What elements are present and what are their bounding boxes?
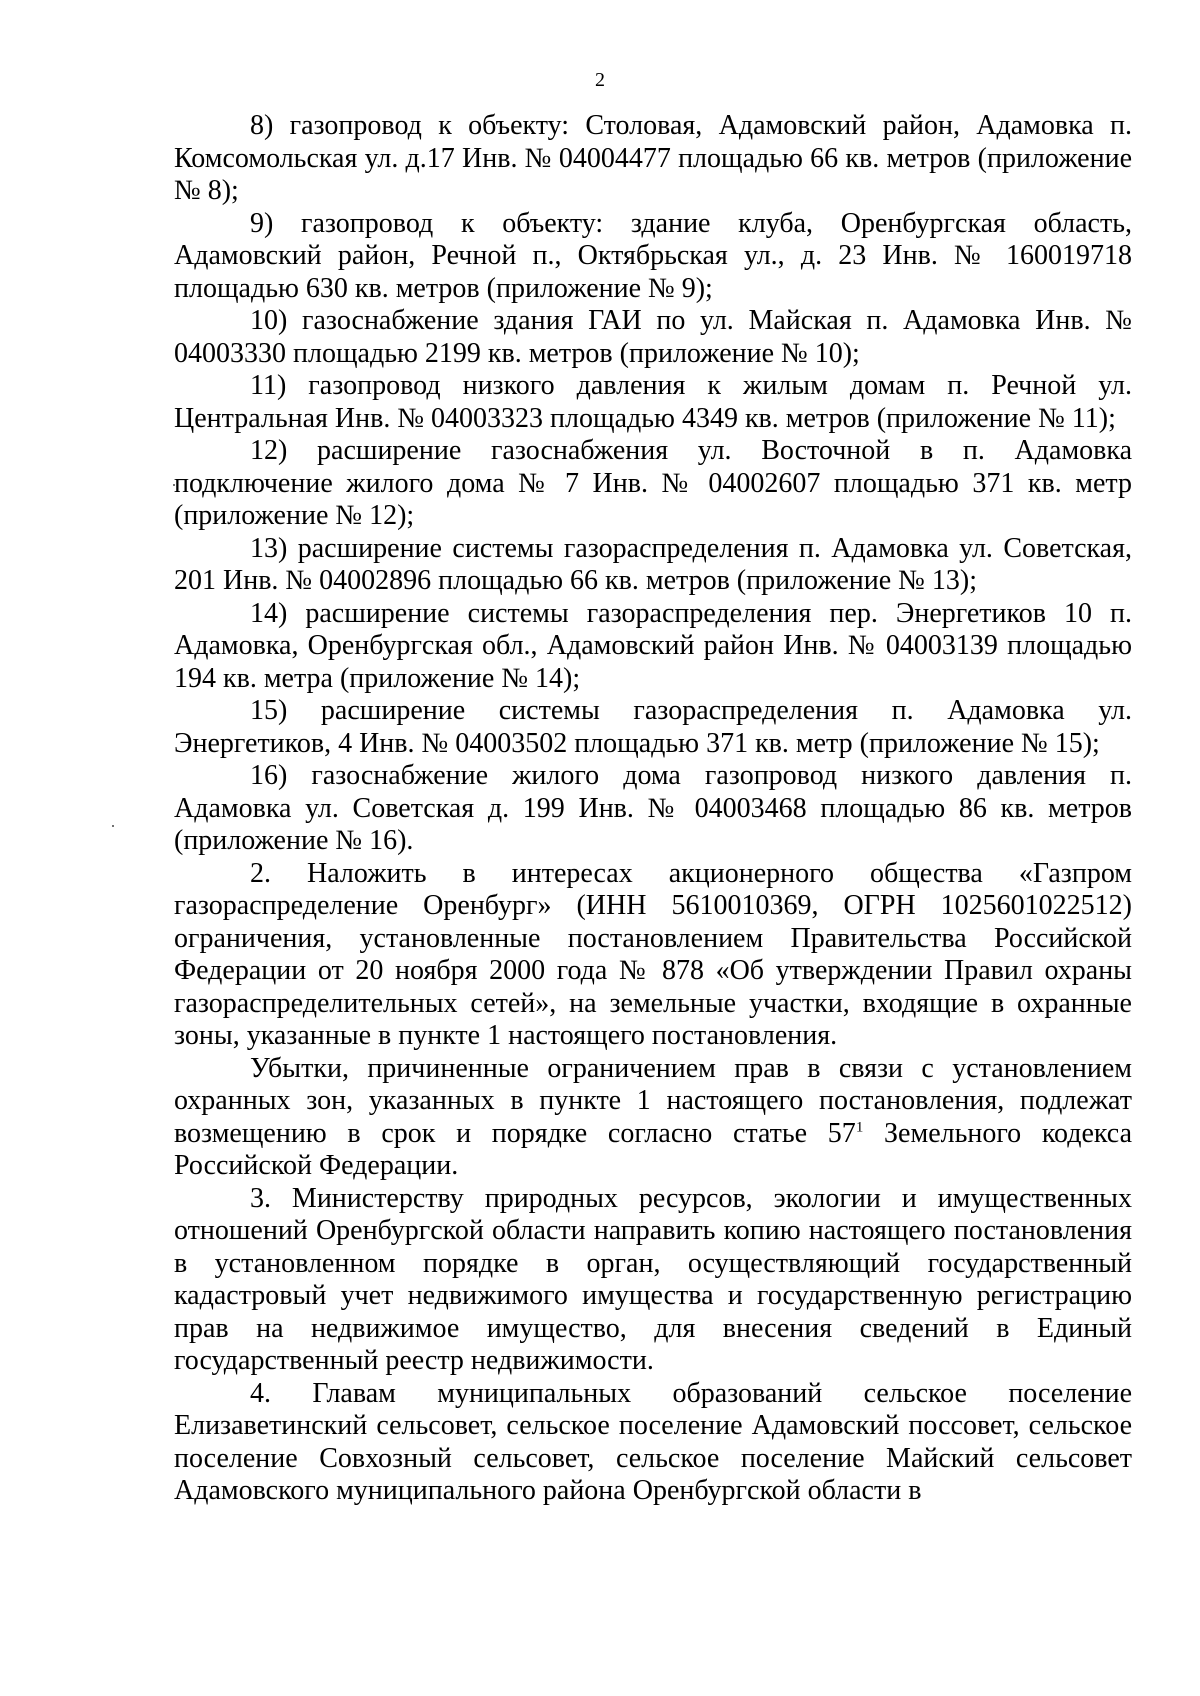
list-item-8: 8) газопровод к объекту: Столовая, Адамовский район, Адамовка п. Комсомольская ул. д.17 Инв. № 04004477 площадью 66 кв. метров (приложение № 8); — [174, 110, 1132, 206]
page-number: 2 — [595, 69, 605, 91]
list-item-15: 15) расширение системы газораспределения п. Адамовка ул. Энергетиков, 4 Инв. № 04003502 площадью 371 кв. метр (приложение № 15); — [174, 695, 1132, 759]
scan-speck — [112, 825, 114, 827]
list-item-10: 10) газоснабжение здания ГАИ по ул. Майская п. Адамовка Инв. № 04003330 площадью 2199 кв. метров (приложение № 10); — [174, 305, 1132, 369]
list-item-13: 13) расширение системы газораспределения п. Адамовка ул. Советская, 201 Инв. № 04002896 площадью 66 кв. метров (приложение № 13); — [174, 532, 1132, 596]
losses-text-after: Земельного кодекса Российской Федерации. — [174, 1117, 1132, 1181]
list-item-16: 16) газоснабжение жилого дома газопровод низкого давления п. Адамовка ул. Советская д. 199 Инв. № 04003468 площадью 86 кв. метров (приложение № 16). — [174, 760, 1132, 856]
article-superscript: 1 — [855, 1119, 864, 1136]
section-2-paragraph: 2. Наложить в интересах акционерного общества «Газпром газораспределение Оренбург» (ИНН 5610010369, ОГРН 1025601022512) ограничения, установленные постановлением Правительства Российской Федерации от 20 ноября 2000 года № 878 «Об утверждении Правил охраны газораспределительных сетей», на земельные участки, входящие в охранные зоны, указанные в пункте 1 настоящего постановления. — [174, 857, 1132, 1051]
section-4-paragraph: 4. Главам муниципальных образований сельское поселение Елизаветинский сельсовет, сельское поселение Адамовский поссовет, сельское поселение Совхозный сельсовет, сельское поселение Майский сельсовет Адамовского муниципального района Оренбургской области в — [174, 1377, 1132, 1506]
losses-text-before: Убытки, причиненные ограничением прав в связи с установлением охранных зон, указанных в пункте 1 настоящего постановления, подлежат возмещению в срок и порядке согласно статье 57 — [174, 1052, 1132, 1149]
losses-paragraph — [174, 1053, 1132, 1183]
section-3-paragraph: 3. Министерству природных ресурсов, экологии и имущественных отношений Оренбургской области направить копию настоящего постановления в установленном порядке в орган, осуществляющий государственный кадастровый учет недвижимого имущества и государственную регистрацию прав на недвижимое имущество, для внесения сведений в Единый государственный реестр недвижимости. — [174, 1182, 1132, 1376]
list-item-12: 12) расширение газоснабжения ул. Восточной в п. Адамовка подключение жилого дома № 7 Инв. № 04002607 площадью 371 кв. метр (приложение № 12); — [174, 435, 1132, 531]
list-item-11: 11) газопровод низкого давления к жилым домам п. Речной ул. Центральная Инв. № 04003323 площадью 4349 кв. метров (приложение № 11); — [174, 370, 1132, 434]
list-item-9: 9) газопровод к объекту: здание клуба, Оренбургская область, Адамовский район, Речной п., Октябрьская ул., д. 23 Инв. № 160019718 площадью 630 кв. метров (приложение № 9); — [174, 207, 1132, 304]
list-item-14: 14) расширение системы газораспределения пер. Энергетиков 10 п. Адамовка, Оренбургская обл., Адамовский район Инв. № 04003139 площадью 194 кв. метра (приложение № 14); — [174, 597, 1132, 694]
document-body — [174, 110, 1132, 1508]
